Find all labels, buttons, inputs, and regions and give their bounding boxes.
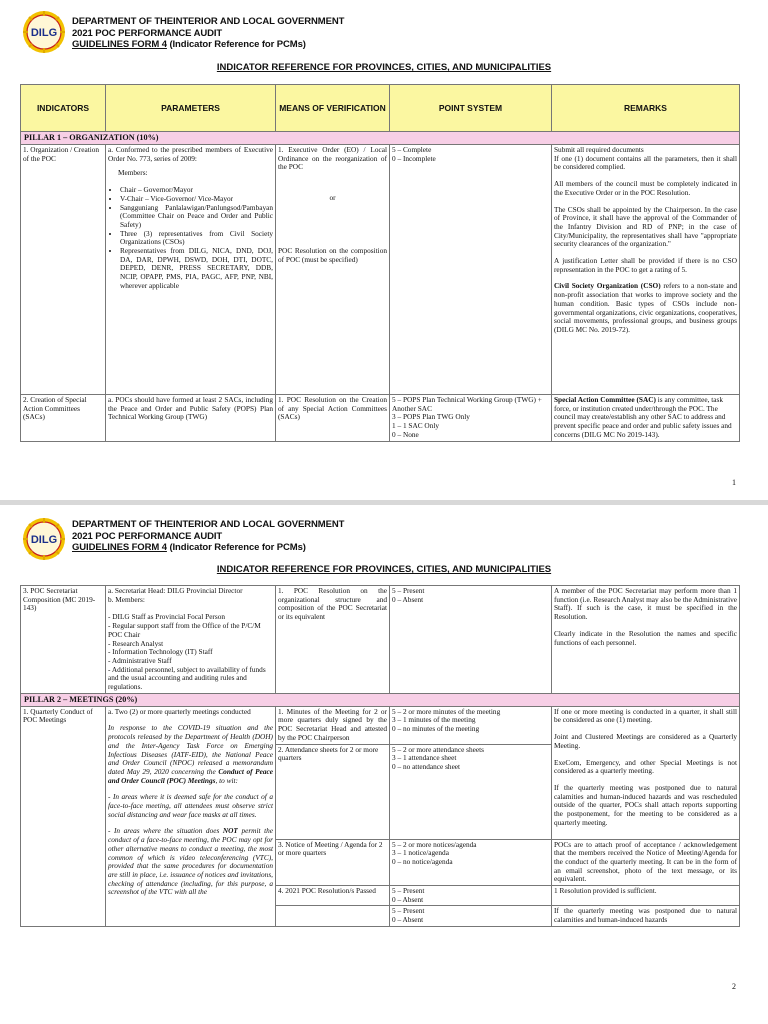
points-item: 5 – Present: [392, 586, 425, 595]
param-item: a. Two (2) or more quarterly meetings conducted: [108, 706, 251, 716]
points-item: 5 – Complete: [392, 145, 432, 154]
points-item: 0 – Incomplete: [392, 153, 436, 163]
remarks-cell: [552, 706, 740, 839]
remarks-cell: [552, 586, 740, 694]
means-cell: 1. POC Resolution on the organizational structure and composition of the POC Secretariat or its equivalent: [276, 586, 390, 694]
table-row: [21, 145, 740, 395]
form-name: GUIDELINES FORM 4: [72, 542, 167, 553]
remark-definition: refers to a non-state and non-profit association that works to improve society and the human condition. Basic types of CSOs include non-governmental organizations, civic organizations, cooperatives, social movements, professional groups, and business groups (DILG MC No. 2019-72).: [554, 281, 737, 334]
parameters-cell: a. POCs should have formed at least 2 SACs, including the Peace and Order and Public Safety (POPS) Plan Technical Working Group (TWG): [106, 395, 276, 442]
header-audit-title: 2021 POC PERFORMANCE AUDIT: [72, 27, 223, 39]
means-cell: [276, 906, 390, 926]
dilg-logo: [22, 10, 66, 54]
list-item: • Sangguniang Panlalawigan/Panlungsod/Pambayan (Committee Chair on Peace and Order and Public Safety): [120, 204, 273, 230]
points-item: 1 – 1 SAC Only: [392, 421, 440, 431]
list-item: • Three (3) representatives from Civil Society Organizations (CSOs): [120, 230, 273, 247]
means-cell: 3. Notice of Meeting / Agenda for 2 or more quarters: [276, 839, 390, 886]
logo-text: DILG: [30, 534, 58, 546]
pillar-1-label: PILLAR 1 – ORGANIZATION (10%): [21, 132, 740, 145]
header-form-line: [72, 39, 344, 51]
points-cell: [390, 886, 552, 906]
dilg-logo: [22, 517, 66, 561]
points-item: 0 – Absent: [392, 594, 424, 604]
remark: The CSOs shall be appointed by the Chairperson. In the case of Province, it shall have the approval of the Commander of the Infantry Division and RD of PNP; in the case of City/Municipality, the representatives shall have "appropriate security clearances of the organization.": [554, 204, 737, 249]
points-item: 0 – None: [392, 429, 419, 439]
remarks-cell: 1 Resolution provided is sufficient.: [552, 886, 740, 906]
points-item: 0 – no minutes of the meeting: [392, 724, 480, 734]
points-item: 5 – 2 or more attendance sheets: [392, 744, 484, 754]
points-item: 3 – POPS Plan TWG Only: [392, 412, 470, 422]
points-item: 5 – 2 or more notices/agenda: [392, 839, 477, 849]
pillar-2-row: [21, 693, 740, 706]
remark: If one or more meeting is conducted in a quarter, it shall still be considered as one (1) meeting.: [554, 706, 737, 725]
param-intro: a. Conformed to the prescribed members of Executive Order No. 773, series of 2009:: [108, 145, 273, 163]
remarks-cell: If the quarterly meeting was postponed due to natural calamities and human-induced hazards: [552, 906, 740, 926]
header-department: DEPARTMENT OF THEINTERIOR AND LOCAL GOVERNMENT: [72, 16, 345, 27]
mov-or: or: [329, 193, 336, 203]
list-item: - Information Technology (IT) Staff: [108, 647, 213, 657]
remarks-cell: [552, 145, 740, 395]
form-name: GUIDELINES FORM 4: [72, 39, 167, 50]
indicator-cell: 2. Creation of Special Action Committees (SACs): [21, 395, 106, 442]
param-item: b. Members:: [108, 594, 145, 604]
header-form-line: [72, 542, 344, 554]
points-cell: [390, 145, 552, 395]
remark-term: Civil Society Organization (CSO): [554, 281, 661, 291]
indicator-table-page1: [20, 84, 740, 442]
table-row: [21, 586, 740, 694]
remark: Clearly indicate in the Resolution the names and specific functions of each personnel.: [554, 628, 737, 647]
indicator-reference-title: INDICATOR REFERENCE FOR PROVINCES, CITIES, AND MUNICIPALITIES: [216, 564, 552, 575]
param-covid-note: [108, 724, 273, 785]
points-item: 5 – Present: [392, 906, 425, 916]
param-item: a. Secretariat Head: DILG Provincial Director: [108, 586, 243, 595]
points-item: 5 – POPS Plan Technical Working Group (TWG) + Another SAC: [392, 395, 542, 413]
covid-note-end: , to wit:: [215, 775, 238, 785]
points-item: 5 – 2 or more minutes of the meeting: [392, 706, 501, 716]
col-parameters: PARAMETERS: [106, 85, 276, 132]
means-cell: 2. Attendance sheets for 2 or more quarters: [276, 744, 390, 839]
header-department: DEPARTMENT OF THEINTERIOR AND LOCAL GOVERNMENT: [72, 519, 345, 530]
mov-item: 1. Executive Order (EO) / Local Ordinance on the reorganization of the POC: [278, 145, 387, 172]
remarks-cell: POCs are to attach proof of acceptance / acknowledgement that the members received the Notice of Meeting/Agenda for the conduct of the quarterly meeting. It can be in the form of an email screenshot, photo of the text message, or its equivalent.: [552, 839, 740, 886]
pillar-1-row: [21, 132, 740, 145]
remark-definition: is any committee, task force, or institution created under/through the POC. The council may create/establish any other SAC to address and prevent specific peace and order and public safety issues and concerns (DILG MC No 2019-143).: [554, 395, 732, 439]
remark: If the quarterly meeting was postponed due to natural calamities and human-induced hazards and was rescheduled outside of the quarter, POCs shall attach reports supporting the postponement, for the meeting to be considered as a quarterly meeting.: [554, 782, 737, 827]
points-item: 0 – no notice/agenda: [392, 856, 453, 866]
form-description: (Indicator Reference for PCMs): [169, 39, 306, 50]
remark: All members of the council must be completely indicated in the Executive Order or in the POC Resolution.: [554, 179, 737, 197]
form-description: (Indicator Reference for PCMs): [169, 542, 306, 553]
indicator-cell: 1. Organization / Creation of the POC: [21, 145, 106, 395]
table-header-row: [21, 85, 740, 132]
remark-cso: [554, 282, 737, 334]
indicator-reference-title: INDICATOR REFERENCE FOR PROVINCES, CITIES, AND MUNICIPALITIES: [216, 62, 552, 73]
members-label: Members:: [118, 168, 148, 178]
covid-note-bold: Conduct of Peace and Order Council (POC) Meetings: [108, 766, 273, 785]
header-audit-title: 2021 POC PERFORMANCE AUDIT: [72, 530, 223, 542]
points-item: 0 – Absent: [392, 915, 424, 925]
list-item: • Representatives from DILG, NICA, DND, DOJ, DA, DAR, DPWH, DSWD, DOH, DTI, DOTC, DEPED, DENR, PRESS SECRETARY, DDB, NCIP, OPAPP, PMS, PIA, PAGC, AFP, PNP, NBI, wherever applicable: [120, 247, 273, 291]
list-item: - Administrative Staff: [108, 655, 172, 665]
points-item: 0 – Absent: [392, 894, 424, 904]
points-item: 5 – Present: [392, 886, 425, 896]
means-cell: 1. Minutes of the Meeting for 2 or more quarters duly signed by the POC Secretariat Head and attested by the POC Chairperson: [276, 706, 390, 744]
points-item: 3 – 1 notice/agenda: [392, 848, 449, 858]
indicator-table-page2: [20, 585, 740, 927]
means-cell: [276, 145, 390, 395]
members-list: [108, 186, 273, 290]
list-item: - Research Analyst: [108, 638, 164, 648]
col-indicators: INDICATORS: [21, 85, 106, 132]
remark-term: Special Action Committee (SAC): [554, 395, 656, 404]
indicator-cell: 3. POC Secretariat Composition (MC 2019-143): [21, 586, 106, 694]
points-cell: [390, 839, 552, 886]
mov-item: POC Resolution on the composition of POC (must be specified): [278, 245, 387, 264]
list-item: - Additional personnel, subject to availability of funds and the usual accounting and auditing rules and regulations.: [108, 664, 266, 692]
list-item: - DILG Staff as Provincial Focal Person: [108, 612, 225, 622]
points-cell: [390, 395, 552, 442]
alt-text-rest: permit the conduct of a face-to-face meeting, the POC may opt for other alternative means to conduct a meeting, the most common of which is video teleconferencing (VTC), provided that the same procedures for documentation are still in place, i.e. issuance of notices and invitations, checking of attendance (including, for this purpose, a screenshot of the VTC with all the: [108, 826, 273, 897]
points-cell: [390, 706, 552, 744]
points-item: 3 – 1 attendance sheet: [392, 753, 457, 763]
param-alternative: [108, 827, 273, 897]
list-item: • V-Chair – Vice-Governor/ Vice-Mayor: [120, 195, 273, 204]
page-number: 2: [732, 982, 736, 991]
remarks-cell: [552, 395, 740, 442]
covid-note-text: In response to the COVID-19 situation and the protocols released by the Department of Health (DOH) and the Inter-Agency Task Force on Emerging Infectious Diseases (IATF-EID), the National Peace and Order Council (NPOC) released a memorandum dated May 29, 2020 concerning the: [108, 723, 273, 776]
table-row: [21, 395, 740, 442]
remark: Joint and Clustered Meetings are considered as a Quarterly Meeting.: [554, 732, 737, 750]
remark: Submit all required documents: [554, 145, 644, 154]
parameters-cell: [106, 706, 276, 926]
page-number: 1: [732, 478, 736, 487]
document-header: [72, 519, 344, 554]
remark: A member of the POC Secretariat may perform more than 1 function (i.e. Research Analyst may also be the Administrative Staff). If such is the case, it must be specified in the Resolution.: [554, 586, 737, 622]
points-cell: [390, 906, 552, 926]
remark: ExeCom, Emergency, and other Special Meetings is not considered as a quarterly meeting.: [554, 757, 737, 776]
indicator-cell: 1. Quarterly Conduct of POC Meetings: [21, 706, 106, 926]
page-1: [0, 0, 768, 505]
logo-text: DILG: [30, 27, 58, 39]
remark: A justification Letter shall be provided if there is no CSO representation in the POC to get a rating of 5.: [554, 256, 737, 274]
means-cell: 1. POC Resolution on the Creation of any Special Action Committees (SACs): [276, 395, 390, 442]
document-header: [72, 16, 344, 51]
col-means-of-verification: MEANS OF VERIFICATION: [276, 85, 390, 132]
pillar-2-label: PILLAR 2 – MEETINGS (20%): [21, 693, 740, 706]
alt-text: - In areas where the situation does: [108, 826, 223, 836]
list-item: • Chair – Governor/Mayor: [120, 186, 273, 195]
list-item: - Regular support staff from the Office of the P/C/M POC Chair: [108, 621, 261, 639]
points-cell: [390, 744, 552, 839]
parameters-cell: [106, 586, 276, 694]
parameters-cell: [106, 145, 276, 395]
col-point-system: POINT SYSTEM: [390, 85, 552, 132]
page-2: [0, 505, 768, 1010]
col-remarks: REMARKS: [552, 85, 740, 132]
remark: If one (1) document contains all the parameters, then it shall be considered complied.: [554, 153, 737, 172]
points-item: 0 – no attendance sheet: [392, 761, 461, 771]
means-cell: 4. 2021 POC Resolution/s Passed: [276, 886, 390, 906]
points-cell: [390, 586, 552, 694]
param-face-to-face: - In areas where it is deemed safe for the conduct of a face-to-face meeting, all attendees must observe strict social distancing and wear face masks at all times.: [108, 792, 273, 819]
table-row: [21, 706, 740, 744]
alt-not: NOT: [222, 826, 238, 836]
points-item: 3 – 1 minutes of the meeting: [392, 715, 476, 725]
